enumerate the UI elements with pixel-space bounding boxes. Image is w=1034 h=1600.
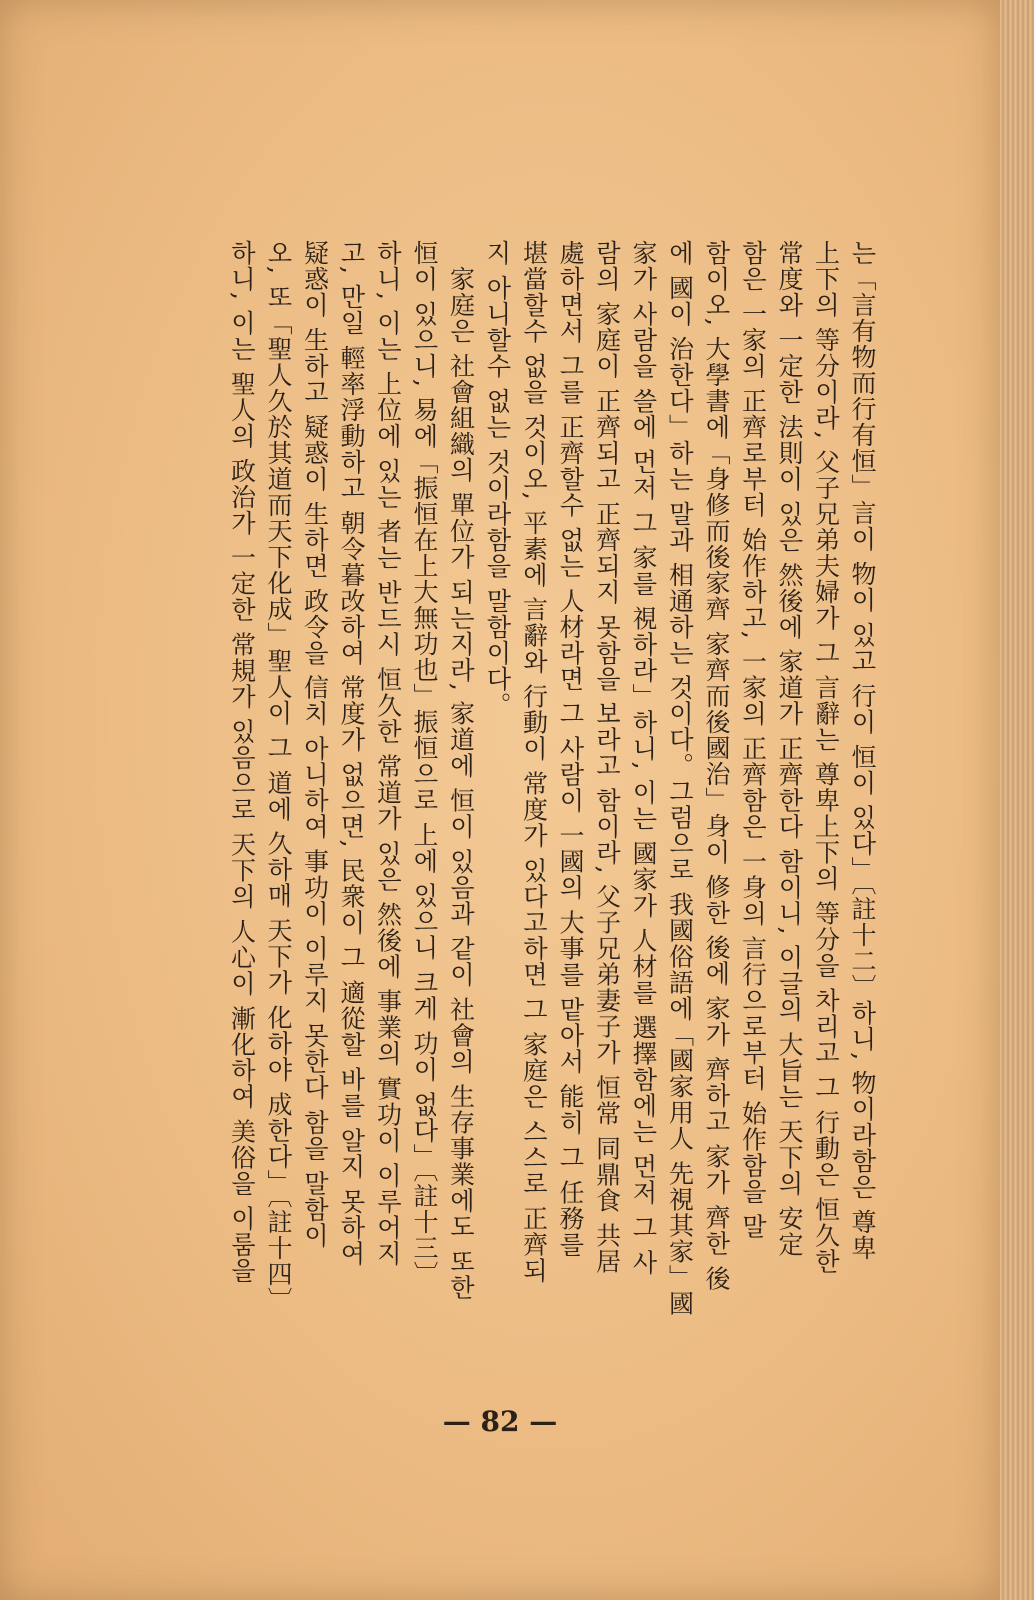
text-column: 하니, 이는 聖人의 政治가 一定한 常規가 있음으로 天下의 人心이 漸化하여 美俗을 이룸을 <box>227 240 257 1284</box>
text-column: 處하면서 그를 正齊할수 없는 人材라면 그 사람이 一國의 大事를 맡아서 能히 그 任務를 <box>556 240 585 1258</box>
text-column: 는「言有物而行有恒」言이 物이 있고 行이 恒이 있다」〔註十二〕하니, 物이라함은 尊卑 <box>848 240 877 1262</box>
page-number: — 82 — <box>442 1405 558 1438</box>
page-edge <box>1000 0 1034 1600</box>
text-column: 上下의 等分이라, 父子兄弟夫婦가 그 言辭는 尊卑上下의 等分을 차리고 그 行動은 恒久한 <box>811 240 841 1275</box>
text-column: 오, 또「聖人久於其道而天下化成」聖人이 그 道에 久하매 天下가 化하야 成한다」〔註十四〕 <box>264 240 293 1314</box>
text-column: 함은 一家의 正齊로부터 始作하고, 一家의 正齊함은 一身의 言行으로부터 始作함을 말 <box>738 240 768 1240</box>
text-column: 에 國이 治한다」하는 말과 相通하는 것이다。그럼으로 我國俗語에「國家用人 先視其家」國 <box>665 240 695 1317</box>
text-column: 지 아니할수 없는 것이라함을 말함이다。 <box>483 240 512 718</box>
text-column: 疑惑이 生하고 疑惑이 生하면 政令을 信치 아니하여 事功이 이루지 못한다 함을 말함이 <box>300 240 330 1249</box>
text-column: 堪當할수 없을 것이오, 平素에 言辭와 行動이 常度가 있다고하면 그 家庭은 스스로 正齊되 <box>519 240 549 1284</box>
text-column: 家庭은 社會組織의 單位가 되는지라, 家道에 恒이 있음과 같이 社會의 生存事業에도 또한 <box>446 240 476 1301</box>
vertical-text-body <box>130 240 880 1390</box>
text-column: 恒이 있으니, 易에「振恒在上大無功也」振恒으로 上에 있으니 크게 功이 없다」〔註十三〕 <box>410 240 439 1288</box>
text-column: 람의 家庭이 正齊되고 正齊되지 못함을 보라고 함이라, 父子兄弟妻子가 恒常 同鼎食 共居 <box>592 240 622 1275</box>
text-column: 함이오, 大學書에「身修而後家齊 家齊而後國治」身이 修한 後에 家가 齊하고 家가 齊한 後 <box>702 240 731 1292</box>
text-column: 常度와 一定한 法則이 있은 然後에 家道가 正齊한다 함이니, 이글의 大旨는 天下의 安定 <box>775 240 804 1258</box>
text-column: 하니, 이는 上位에 있는 者는 반드시 恒久한 常道가 있은 然後에 事業의 實功이 이루어지 <box>373 240 403 1267</box>
text-column: 고, 만일 輕率浮動하고 朝令暮改하여 常度가 없으면, 民衆이 그 適從할 바를 알지 못하여 <box>337 240 366 1267</box>
text-column: 家가 사람을 쓸에 먼저 그 家를 視하라」하니, 이는 國家가 人材를 選擇함에는 먼저 그 사 <box>629 240 658 1276</box>
